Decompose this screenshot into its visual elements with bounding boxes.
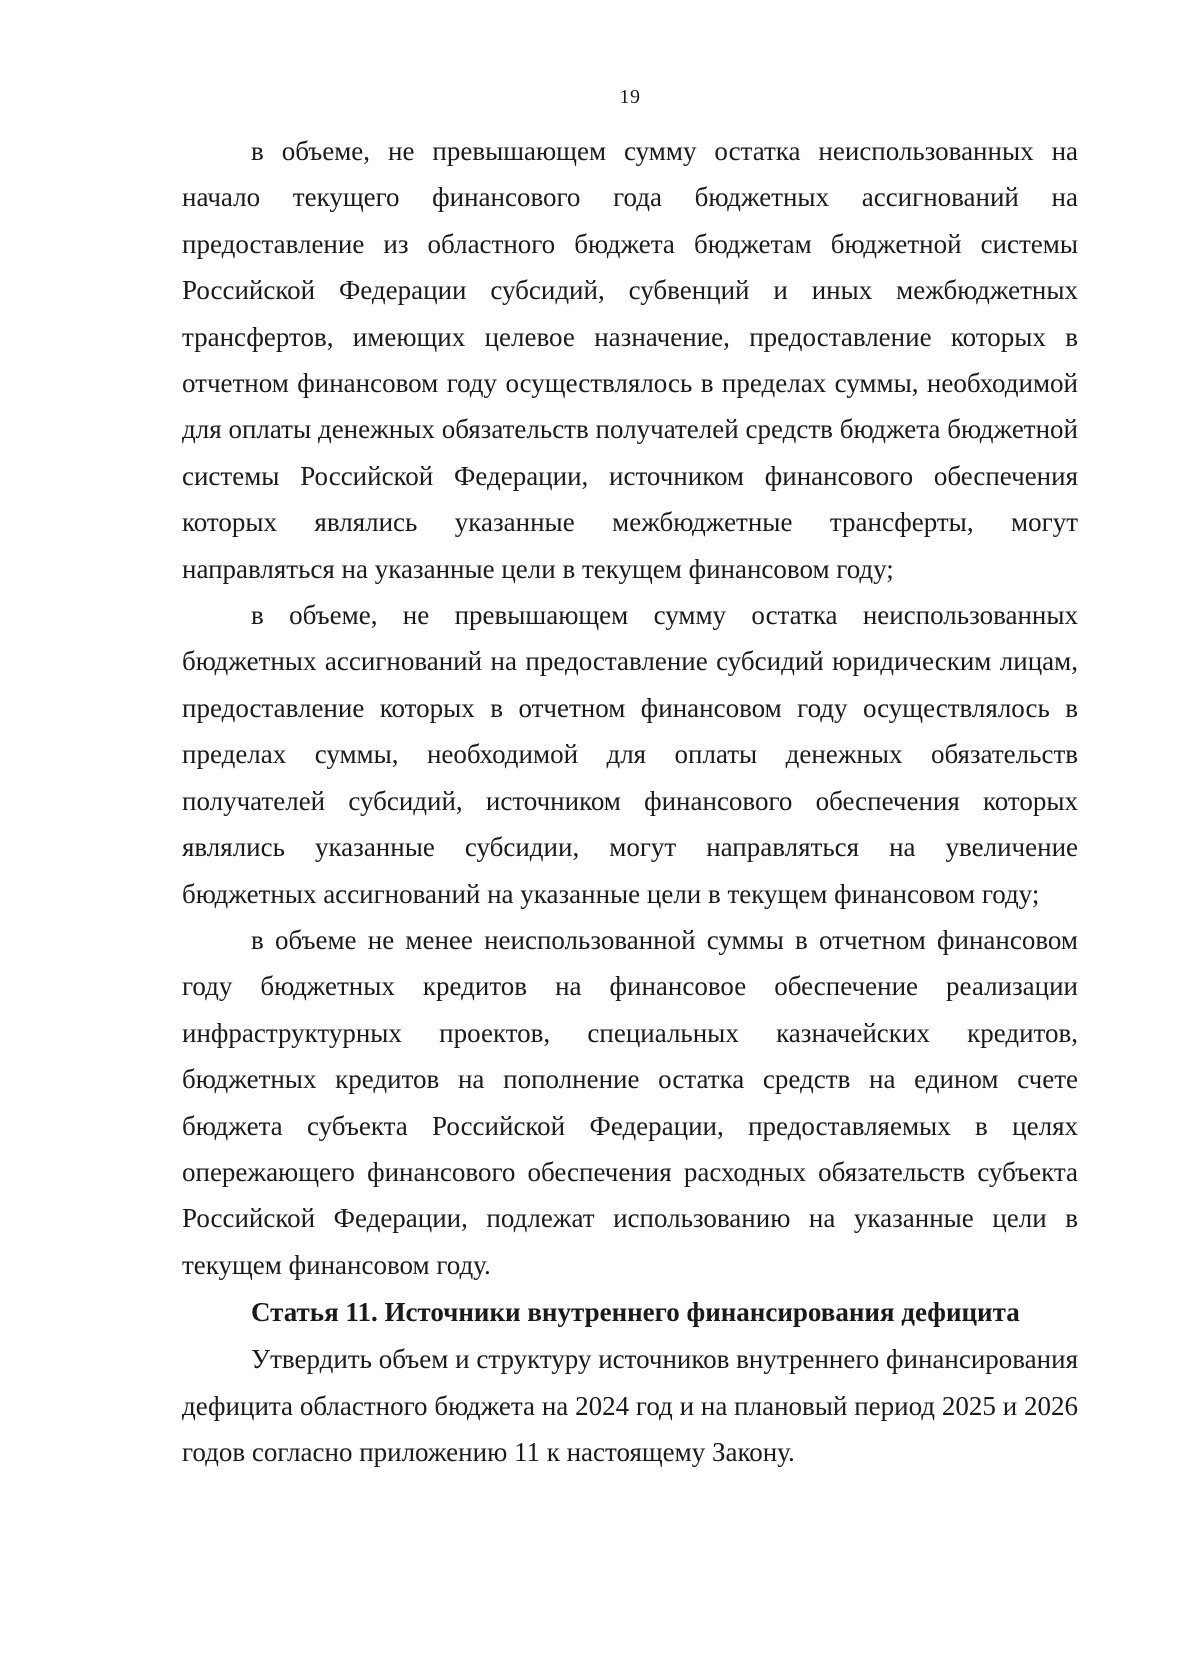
article-paragraph: Утвердить объем и структуру источников внутреннего финансирования дефицита областного бюджета на 2024 год и на плановый период 2025 и 2026 годов согласно приложению 11 к настоящему Закону. <box>182 1344 1078 1467</box>
paragraph: в объеме, не превышающем сумму остатка неиспользованных на начало текущего финансового года бюджетных ассигнований на предоставление из областного бюджета бюджетам бюджетной системы Российской Федерации субсидий, субвенций и иных межбюджетных трансфертов, имеющих целевое назначение, предоставление которых в отчетном финансовом году осуществлялось в пределах суммы, необходимой для оплаты денежных обязательств получателей средств бюджета бюджетной системы Российской Федерации, источником финансового обеспечения которых являлись указанные межбюджетные трансферты, могут направляться на указанные цели в текущем финансовом году; <box>182 136 1078 584</box>
document-body <box>182 128 1078 1475</box>
paragraph: в объеме не менее неиспользованной суммы в отчетном финансовом году бюджетных кредитов на финансовое обеспечение реализации инфраструктурных проектов, специальных казначейских кредитов, бюджетных кредитов на пополнение остатка средств на едином счете бюджета субъекта Российской Федерации, предоставляемых в целях опережающего финансового обеспечения расходных обязательств субъекта Российской Федерации, подлежат использованию на указанные цели в текущем финансовом году. <box>182 924 1078 1280</box>
paragraph: в объеме, не превышающем сумму остатка неиспользованных бюджетных ассигнований на предоставление субсидий юридическим лицам, предоставление которых в отчетном финансовом году осуществлялось в пределах суммы, необходимой для оплаты денежных обязательств получателей субсидий, источником финансового обеспечения которых являлись указанные субсидии, могут направляться на увеличение бюджетных ассигнований на указанные цели в текущем финансовом году; <box>182 600 1078 909</box>
article-heading: Статья 11. Источники внутреннего финансирования дефицита <box>251 1297 1020 1328</box>
page-number: 19 <box>619 86 641 108</box>
